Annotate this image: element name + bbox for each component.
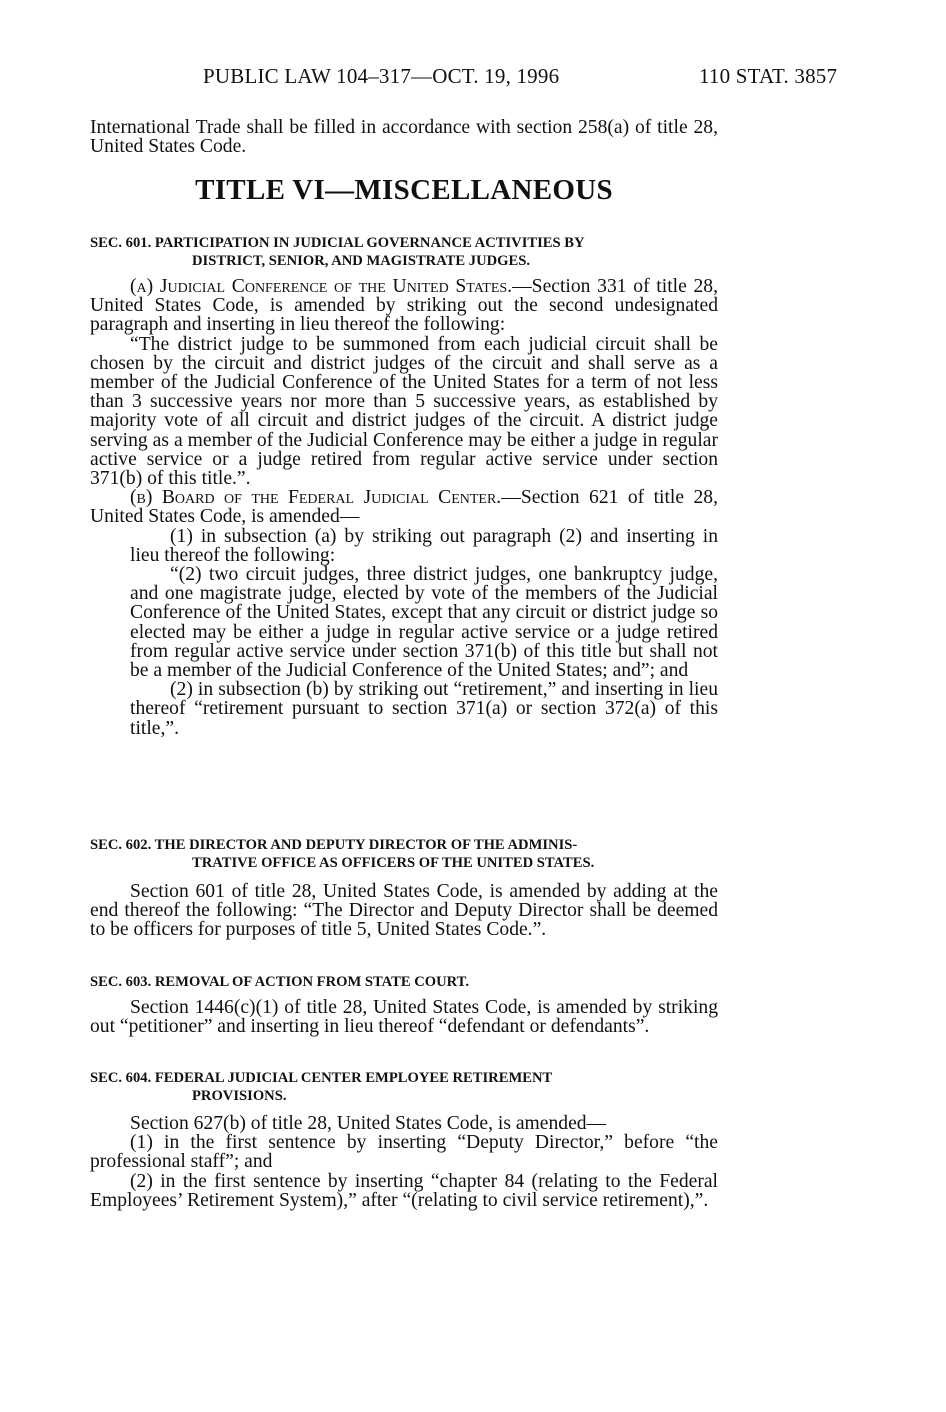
sec-601-number: SEC. 601. xyxy=(90,235,152,251)
sec-604-heading xyxy=(90,1069,718,1105)
sec-602-heading-line1: THE DIRECTOR AND DEPUTY DIRECTOR OF THE ADMINIS- xyxy=(154,837,578,853)
sec-603-heading xyxy=(90,973,718,991)
sec-602-number: SEC. 602. xyxy=(90,837,152,853)
sec-601-b-text: —Section 621 of title 28, United States Code, is amended— xyxy=(90,487,719,528)
title-heading: TITLE VI—MISCELLANEOUS xyxy=(195,174,613,206)
sec-601-a-quote: “The district judge to be summoned from each judicial circuit shall be chosen by the circuit and district judges of the circuit and shall serve as a member of the Judicial Conference of the United States for a term of not less than 3 successive years nor more than 5 successive years, as established by majority vote of all circuit and district judges of the circuit. A district judge serving as a member of the Judicial Conference may be either a judge in regular active service or a judge retired from regular active service under section 371(b) of this title.”. xyxy=(90,333,718,490)
sec-604-text: Section 627(b) of title 28, United States Code, is amended— xyxy=(130,1113,607,1134)
sec-602-heading xyxy=(90,836,718,872)
sec-604-item-2: (2) in the first sentence by inserting “chapter 84 (relating to the Federal Employees’ Retirement System),” after “(relating to civil service retirement),”. xyxy=(90,1170,718,1211)
sec-602-text: Section 601 of title 28, United States Code, is amended by adding at the end thereof the following: “The Director and Deputy Director shall be deemed to be officers for purposes of title 5, United States Code.”. xyxy=(90,881,718,941)
sec-601-body xyxy=(90,277,718,738)
sec-601-heading-line2: DISTRICT, SENIOR, AND MAGISTRATE JUDGES. xyxy=(192,253,531,269)
sec-601-a-label: (a) Judicial Conference of the United States. xyxy=(130,276,513,297)
running-header-page-number: 110 STAT. 3857 xyxy=(699,64,838,88)
sec-601-b-item-1: (1) in subsection (a) by striking out paragraph (2) and inserting in lieu thereof the following: xyxy=(130,525,718,566)
sec-604-item-1: (1) in the first sentence by inserting “Deputy Director,” before “the professional staff”; and xyxy=(90,1132,718,1173)
sec-602-heading-line2: TRATIVE OFFICE AS OFFICERS OF THE UNITED STATES. xyxy=(192,855,595,871)
sec-603-heading-line1: REMOVAL OF ACTION FROM STATE COURT. xyxy=(154,974,469,990)
sec-601-heading-line1: PARTICIPATION IN JUDICIAL GOVERNANCE ACTIVITIES BY xyxy=(154,235,585,251)
intro-paragraph xyxy=(90,118,718,156)
sec-601-a-text: —Section 331 of title 28, United States Code, is amended by striking out the second undesignated paragraph and inserting in lieu thereof the following: xyxy=(90,276,718,336)
sec-603-number: SEC. 603. xyxy=(90,974,152,990)
sec-603-body xyxy=(90,998,718,1036)
sec-601-b-item-2: (2) in subsection (b) by striking out “retirement,” and inserting in lieu thereof “retirement pursuant to section 371(a) or section 372(a) of this title,”. xyxy=(130,679,718,739)
sec-601-heading xyxy=(90,234,718,270)
sec-604-body xyxy=(90,1114,718,1210)
sec-601-b-item-1-quote: “(2) two circuit judges, three district judges, one bankruptcy judge, and one magistrate judge, elected by vote of the members of the Judicial Conference of the United States, except that any circuit or district judge so elected may be either a judge in regular active service or a judge retired from regular active service under section 371(b) of this title but shall not be a member of the Judicial Conference of the United States; and”; and xyxy=(130,564,718,682)
intro-text: International Trade shall be filled in accordance with section 258(a) of title 28, United States Code. xyxy=(90,117,718,158)
sec-602-body xyxy=(90,882,718,940)
sec-601-subsection-b xyxy=(90,488,718,526)
running-header-citation: PUBLIC LAW 104–317—OCT. 19, 1996 xyxy=(203,64,560,88)
sec-601-b-label: (b) Board of the Federal Judicial Center. xyxy=(130,487,502,509)
sec-604-heading-line2: PROVISIONS. xyxy=(192,1088,287,1104)
sec-601-subsection-a xyxy=(90,277,718,335)
sec-604-heading-line1: FEDERAL JUDICIAL CENTER EMPLOYEE RETIREMENT xyxy=(154,1070,553,1086)
sec-604-number: SEC. 604. xyxy=(90,1070,152,1086)
sec-603-text: Section 1446(c)(1) of title 28, United States Code, is amended by striking out “petitioner” and inserting in lieu thereof “defendant or defendants”. xyxy=(90,997,718,1038)
